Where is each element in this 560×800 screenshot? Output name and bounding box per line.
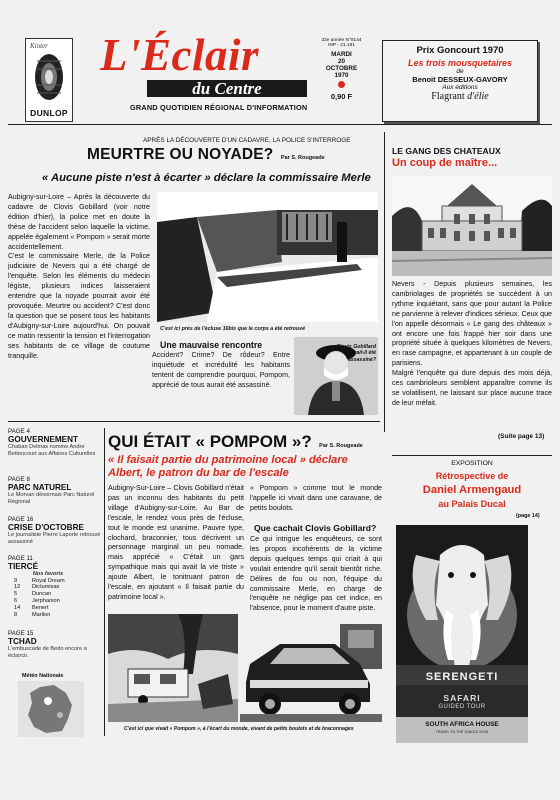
pompom-headline bbox=[108, 432, 363, 452]
chateaux-para-1: Nevers - Depuis plusieurs semaines, les cambriolages de propriétés se succèdent à un rythme inquiétant, sans que pour autant la Police ne parvienne à relever d'indices sérieux. Ceux que l'on appelle désormais « Le gang des châteaux » ont encore une fois frappé hier soir dans une propriété située à quelques kilomètres de Nevers, en rase campagne, et appartenant à un couple de parisiens. bbox=[392, 280, 552, 368]
lead-para-2: C'est le commissaire Merle, de la Police judiciaire de Nevers qui a été chargé de l'enquête. Selon les éléments du médecin légiste, plusieurs indices laisseraient entendre que la noyade pourrait avoir été provoquée. Meurtre ou accident? C'est donc la question que se posent tous les habitants d'Aubigny-sur-Loire aujourd'hui. On pouvait ce matin ressentir la tension et l'interrogation ses habitants de ce village de coutume tranquille. bbox=[8, 252, 150, 360]
sidebar-desc: Le journaliste Pierre Laporte retrouvé assassiné bbox=[8, 532, 101, 545]
lock-photo bbox=[157, 192, 378, 322]
weather-map bbox=[18, 681, 84, 737]
sidebar-page: PAGE 11 bbox=[8, 555, 33, 562]
pompom-col2b: Ce qui intrigue les enquêteurs, ce sont les propos incohérents de la victime depuis quelques temps qui criait à qui voulait entendre qu'il serait bientôt riche. Délires de fou ou non, l'équipe du commissaire Merle, en charge de l'enquête ne néglige pas cet indice, en l'absence, pour le moment d'autre piste. bbox=[250, 535, 382, 613]
tierce-name: Benert bbox=[32, 604, 49, 611]
sidebar-section: CRISE D'OCTOBRE bbox=[8, 523, 84, 532]
ad-script: Kinter bbox=[30, 42, 48, 50]
tierce-num: 5 bbox=[14, 591, 18, 598]
chateaux-kicker: LE GANG DES CHATEAUX bbox=[392, 146, 501, 156]
caravan-photo bbox=[108, 614, 238, 722]
tierce-list bbox=[8, 578, 108, 619]
chateaux-text bbox=[392, 280, 552, 409]
tierce-num: 12 bbox=[14, 584, 21, 591]
pompom-subhead bbox=[108, 454, 348, 480]
goncourt-author: Benoit DESSEUX-GAVORY bbox=[412, 75, 508, 84]
tierce-name: Marlion bbox=[32, 611, 51, 618]
sidebar-desc: Nos favoris bbox=[32, 571, 64, 577]
tierce-num: 14 bbox=[14, 604, 21, 611]
masthead-tagline: GRAND QUOTIDIEN RÉGIONAL D'INFORMATION bbox=[130, 103, 308, 112]
portrait-caption: Clovis Gobillard aurait-il été assassiné? bbox=[336, 344, 376, 363]
tierce-row bbox=[14, 584, 108, 591]
sidebar-item-crise-octobre[interactable] bbox=[8, 516, 108, 545]
poster-band bbox=[396, 717, 528, 743]
issue-date: 20 bbox=[337, 58, 345, 65]
sidebar-item-gouvernement[interactable] bbox=[8, 428, 108, 457]
goncourt-publisher-prefix: Aux éditions bbox=[442, 84, 478, 91]
lead-col1 bbox=[8, 193, 150, 361]
goncourt-box bbox=[382, 40, 538, 122]
publisher-b: d'élie bbox=[467, 91, 489, 102]
pompom-byline: Par S. Rougeade bbox=[319, 443, 363, 449]
sun-icon bbox=[44, 697, 52, 705]
lead-headline-text: MEURTRE OU NOYADE? bbox=[87, 146, 274, 163]
exposition-rule bbox=[392, 455, 552, 456]
tierce-row bbox=[14, 612, 108, 619]
sidebar-page: PAGE 4 bbox=[8, 428, 30, 435]
tierce-row bbox=[14, 598, 108, 605]
lock-photo-caption: C'est ici près de l'écluse 16bis que le corps a été retrouvé bbox=[160, 326, 306, 332]
red-dot-icon bbox=[338, 81, 345, 88]
sidebar-item-tchad[interactable] bbox=[8, 630, 108, 659]
goncourt-by: de bbox=[456, 68, 464, 75]
lead-kicker: APRÈS LA DÉCOUVERTE D'UN CADAVRE, LA POLICE S'INTERROGE bbox=[143, 137, 351, 144]
publisher-a: Flagrant bbox=[431, 91, 465, 102]
tierce-name: Duncan bbox=[32, 591, 52, 598]
sidebar-section: TCHAD bbox=[8, 637, 37, 646]
chateaux-para-2: Malgré l'enquête qui dure depuis des mois déjà, ces cambrioleurs semblent apparaître comme ils se volatilisent, ne laissant sur place aucune trace de leur méfait. bbox=[392, 369, 552, 407]
goncourt-publisher bbox=[383, 91, 537, 102]
tierce-num: 6 bbox=[14, 597, 18, 604]
sidebar-page: PAGE 8 bbox=[8, 476, 30, 483]
ad-brand: DUNLOP bbox=[30, 108, 68, 118]
pompom-subhead-line1: « Il faisait partie du patrimoine local » déclare bbox=[108, 454, 348, 466]
serengeti-poster bbox=[396, 525, 528, 743]
sidebar-item-parc-naturel[interactable] bbox=[8, 476, 108, 505]
tierce-name: Jerphanion bbox=[32, 597, 60, 604]
lead-byline: Par S. Rougeade bbox=[280, 155, 325, 161]
poster-title: SERENGETI bbox=[425, 671, 499, 683]
chateau-photo bbox=[392, 176, 552, 276]
tierce-name: Royal Dream bbox=[32, 577, 65, 584]
tierce-num: 8 bbox=[14, 611, 18, 618]
chateaux-continue-link[interactable]: (Suite page 13) bbox=[498, 433, 545, 440]
masthead-subtitle-band bbox=[147, 80, 307, 97]
masthead-subtitle: du Centre bbox=[192, 79, 262, 98]
poster-sub1: SAFARI bbox=[443, 693, 481, 703]
sidebar-desc: Chaban Delmas nomme Andre Bettencourt aux Affaires Culturelles bbox=[8, 444, 96, 457]
issue-box bbox=[318, 38, 365, 116]
sidebar-section: GOUVERNEMENT bbox=[8, 435, 79, 444]
cloud-icon bbox=[57, 712, 63, 718]
exposition-line2: Daniel Armengaud bbox=[422, 484, 522, 496]
sidebar-section: PARC NATUREL bbox=[8, 483, 72, 492]
goncourt-book: Les trois mousquetaires bbox=[407, 58, 513, 68]
exposition-line1: Rétrospective de bbox=[435, 471, 509, 481]
exposition-kicker: EXPOSITION bbox=[451, 460, 493, 467]
pompom-subhead-line2: Albert, le patron du bar de l'escale bbox=[108, 467, 289, 479]
exposition-line3: au Palais Ducal bbox=[438, 499, 506, 509]
pompom-headline-text: QUI ÉTAIT « POMPOM »? bbox=[108, 432, 312, 451]
poster-sub3: SOUTH AFRICA HOUSE bbox=[425, 721, 499, 728]
issue-month: OCTOBRE bbox=[325, 65, 358, 72]
car-photo bbox=[240, 624, 382, 722]
chateaux-headline: Un coup de maître... bbox=[392, 157, 498, 169]
sidebar-page: PAGE 15 bbox=[8, 630, 34, 637]
pompom-col2: « Pompom » comme tout le monde l'appelle ici vivait dans une caravane, de petits boulots. bbox=[250, 484, 382, 512]
issue-price: 0,90 F bbox=[330, 92, 353, 101]
issue-day: MARDI bbox=[331, 51, 352, 58]
lead-subhead: « Aucune piste n'est à écarter » déclare la commissaire Merle bbox=[42, 172, 371, 184]
issue-nip: NIP - 21.191 bbox=[328, 43, 355, 48]
goncourt-heading: Prix Goncourt 1970 bbox=[416, 45, 504, 56]
column-divider-right bbox=[384, 132, 385, 432]
tierce-row bbox=[14, 605, 108, 612]
poster-sub2: GUIDED TOUR bbox=[438, 704, 486, 710]
pompom-sub-heading: Que cachait Clovis Gobillard? bbox=[254, 523, 377, 533]
tire-icon bbox=[31, 51, 67, 103]
sidebar-item-tierce[interactable] bbox=[8, 555, 108, 618]
weather-label: Météo Nationale bbox=[22, 673, 64, 679]
tierce-name: Dictumisas bbox=[32, 584, 60, 591]
issue-number: 32e année N°8144 bbox=[321, 38, 362, 43]
masthead-title: L'Éclair bbox=[100, 30, 259, 80]
pompom-photo-caption: C'est ici que vivait « Pompom », à l'écart du monde, vivant de petits boulots et de braconnages bbox=[124, 726, 354, 732]
tierce-num: 9 bbox=[14, 577, 18, 584]
sidebar-section: TIERCÉ bbox=[8, 562, 39, 571]
dunlop-ad bbox=[25, 38, 73, 122]
sidebar-desc: Le Morvan désormais Parc Naturel Régional bbox=[8, 492, 95, 505]
tierce-row bbox=[14, 578, 108, 585]
lead-sub2-text: Accident? Crime? De rôdeur? Entre inquiétude et incrédulité les habitants tentent de comprendre pourquoi, Pompom, apprécié de tous aurait été assassiné. bbox=[152, 351, 290, 389]
exposition-page-link[interactable]: (page 14) bbox=[516, 513, 540, 519]
pompom-col1: Aubigny-Sur-Loire – Clovis Gobillard n'était pas un inconnu des habitants du petit village d'Aubigny-sur-Loire. Au Bar de l'escale, le rendez vous près de l'écluse, tout le monde est unanime. Pauvre type, clochard, braconnier, tous décrivent un personnage marginal un peu nomade, mais apprécié « C'était un gars sympathique mais qui avait la vie triste » ajoute Albert, le tonitruant patron de l'escale, en ajoutant « Il faisait partie du patrimoine local ». bbox=[108, 484, 244, 601]
issue-year: 1970 bbox=[334, 72, 349, 79]
sidebar-page: PAGE 16 bbox=[8, 516, 34, 523]
section-rule bbox=[8, 421, 380, 422]
sidebar-desc: L'embuscade de Bedo encore à éclaircir. bbox=[8, 646, 87, 659]
poster-sub4: TRAVEL TO THE JUNGLE NOW bbox=[435, 730, 489, 734]
lead-headline bbox=[87, 146, 325, 164]
lead-sub2-heading: Une mauvaise rencontre bbox=[160, 340, 263, 350]
lead-para-1: Aubigny-sur-Loire – Après la découverte du cadavre de Clovis Gobillard (voir notre édition d'hier), la police met en doute la thèse de l'accident selon laquelle la victime, appelée également « Pompom » serait morte accidentellement. bbox=[8, 193, 150, 251]
tierce-row bbox=[14, 591, 108, 598]
masthead-rule bbox=[8, 124, 552, 125]
